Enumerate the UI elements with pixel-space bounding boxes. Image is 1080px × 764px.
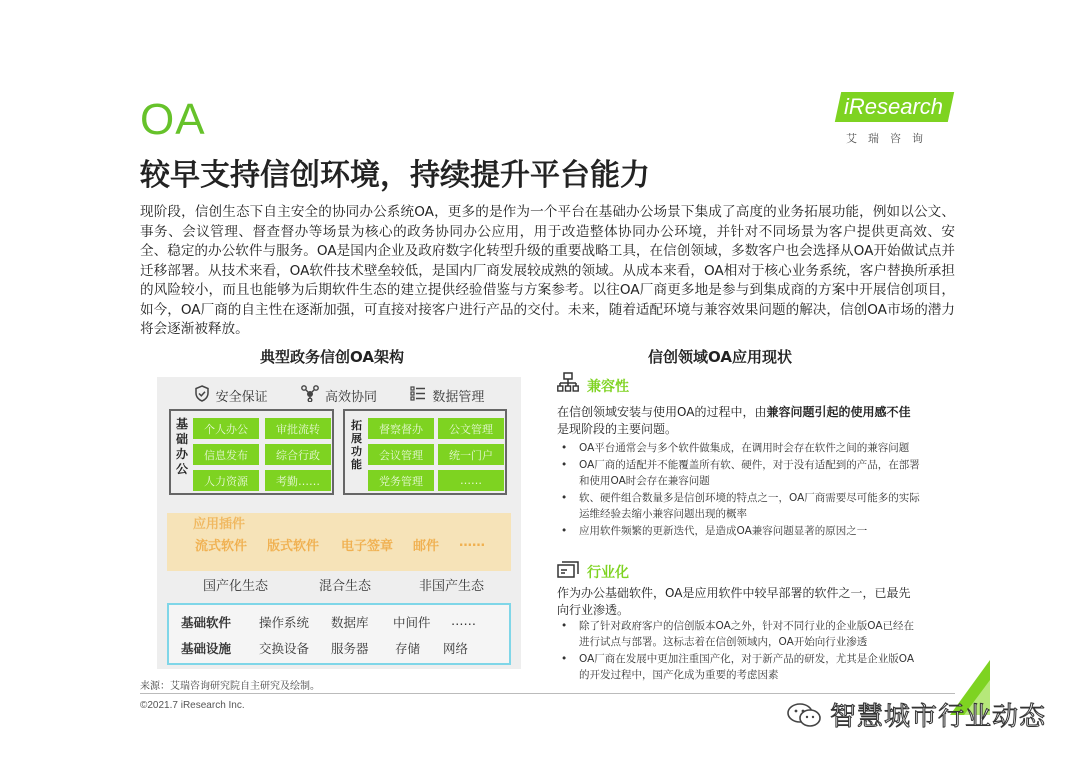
plugins-title: 应用插件 — [193, 517, 246, 532]
list-item: • OA厂商的适配并不能覆盖所有软、硬件，对于没有适配到的产品，在部署和使用OA时会存在兼容问题 — [557, 457, 922, 489]
source-note: 来源：艾瑞咨询研究院自主研究及绘制。 — [140, 681, 320, 692]
plugin-layout: 版式软件 — [267, 539, 320, 554]
iresearch-logo — [838, 92, 948, 146]
extension-label: 拓展功能 — [351, 419, 362, 471]
feature-security-label: 安全保证 — [215, 390, 268, 405]
footer-divider — [140, 693, 955, 694]
cell-more: …… — [438, 470, 504, 491]
watermark-text: 智慧城市行业动态 — [830, 702, 1047, 732]
cell-document-mgmt: 公文管理 — [438, 418, 504, 439]
list-item: • OA平台通常会与多个软件做集成，在调用时会存在软件之间的兼容问题 — [557, 440, 922, 456]
status-title: 信创领域OA应用现状 — [648, 348, 792, 366]
cell-portal: 统一门户 — [438, 444, 504, 465]
software-middleware: 中间件 — [393, 615, 431, 630]
cell-party-affairs: 党务管理 — [368, 470, 434, 491]
list-item: • 应用软件频繁的更新迭代，是造成OA兼容问题显著的原因之一 — [557, 523, 922, 539]
plugin-more: …… — [459, 535, 485, 550]
cell-approval-flow: 审批流转 — [265, 418, 331, 439]
cell-meeting-mgmt: 会议管理 — [368, 444, 434, 465]
eco-mixed: 混合生态 — [319, 579, 372, 594]
software-db: 数据库 — [331, 615, 369, 630]
cell-hr: 人力资源 — [193, 470, 259, 491]
base-software-label: 基础软件 — [181, 615, 232, 630]
plugin-streaming: 流式软件 — [195, 539, 248, 554]
shield-icon — [194, 385, 210, 406]
cell-attendance: 考勤…… — [265, 470, 331, 491]
watermark — [786, 696, 1046, 733]
list-item: • 软、硬件组合数量多是信创环境的特点之一，OA厂商需要尽可能多的实际运维经验去缩小兼容问题出现的概率 — [557, 490, 922, 522]
eco-domestic: 国产化生态 — [203, 579, 269, 594]
feature-collaboration-label: 高效协同 — [324, 390, 377, 405]
plugin-mail: 邮件 — [413, 539, 440, 554]
base-office-panel — [169, 409, 334, 495]
plugin-esign: 电子签章 — [341, 539, 394, 554]
oa-title: OA — [140, 95, 206, 144]
infra-switch: 交换设备 — [259, 641, 310, 656]
extension-panel — [343, 409, 507, 495]
industry-heading-text: 行业化 — [587, 565, 629, 581]
compat-para-post: 是现阶段的主要问题。 — [557, 422, 678, 436]
wechat-icon — [786, 702, 822, 728]
infra-network: 网络 — [443, 641, 469, 656]
feature-collaboration — [301, 385, 377, 406]
industry-list — [557, 618, 922, 684]
compat-heading — [557, 372, 629, 399]
industry-paragraph: 作为办公基础软件，OA是应用软件中较早部署的软件之一，已最先向行业渗透。 — [557, 586, 911, 617]
collaboration-icon — [301, 385, 319, 406]
intro-paragraph: 现阶段，信创生态下自主安全的协同办公系统OA，更多的是作为一个平台在基础办公场景下集成了高度的业务拓展功能，例如以公文、事务、会议管理、督查督办等场景为核心的政务协同办公应用，用于改造整体协同办公环境，并针对不同场景为客户提供更高效、安全、稳定的办公软件与服务。OA是国内企业及政府数字化转型升级的重要战略工具，在信创领域，多数客户也会选择从OA开始做试点并迁移部署。从技术来看，OA软件技术壁垒较低，是国内厂商发展较成熟的领域。从成本来看，OA相对于核心业务系统，客户替换所承担的风险较小，而且也能够为后期软件生态的建立提供经验借鉴与方案参考。以往OA厂商更多地是参与到集成商的方案中开展信创项目，如今，OA厂商的自主性在逐渐加强，可直接对接客户进行产品的交付。未来，随着适配环境与兼容效果问题的解决，信创OA市场的潜力将会逐渐被释放。 — [140, 204, 955, 337]
compat-heading-text: 兼容性 — [587, 378, 629, 395]
list-item: • OA厂商在发展中更加注重国产化，对于新产品的研发，尤其是企业版OA的开发过程中，国产化成为重要的考虑因素 — [557, 651, 922, 683]
architecture-title: 典型政务信创OA架构 — [260, 348, 404, 366]
base-layer — [167, 603, 511, 665]
compat-paragraph — [557, 404, 922, 438]
card-icon — [557, 560, 579, 584]
software-more: …… — [451, 613, 476, 628]
cell-supervision: 督察督办 — [368, 418, 434, 439]
compat-para-bold: 兼容问题引起的使用感不佳 — [766, 405, 911, 419]
feature-data — [410, 385, 484, 406]
infra-server: 服务器 — [331, 641, 369, 656]
top-features — [157, 385, 521, 406]
network-icon — [557, 372, 579, 399]
cell-info-publish: 信息发布 — [193, 444, 259, 465]
page-title: 较早支持信创环境，持续提升平台能力 — [140, 158, 650, 193]
logo-text: iResearch — [844, 94, 944, 119]
list-item: • 除了针对政府客户的信创版本OA之外，针对不同行业的企业版OA已经在进行试点与部署。这标志着在信创领域内，OA开始向行业渗透 — [557, 618, 922, 650]
base-office-label: 基础办公 — [175, 417, 188, 476]
compat-list — [557, 440, 922, 540]
architecture-diagram — [157, 377, 521, 669]
software-os: 操作系统 — [259, 615, 310, 630]
eco-foreign: 非国产生态 — [419, 579, 485, 594]
copyright: ©2021.7 iResearch Inc. — [140, 700, 245, 711]
feature-data-label: 数据管理 — [432, 390, 485, 405]
cell-admin: 综合行政 — [265, 444, 331, 465]
infra-storage: 存储 — [395, 641, 421, 656]
compat-para-pre: 在信创领域安装与使用OA的过程中，由 — [557, 405, 767, 419]
logo-subtitle: 艾瑞咨询 — [846, 132, 934, 145]
data-list-icon — [410, 386, 426, 405]
feature-security — [194, 385, 268, 406]
cell-personal-office: 个人办公 — [193, 418, 259, 439]
plugins-panel — [167, 513, 511, 571]
industry-heading — [557, 560, 629, 584]
base-infra-label: 基础设施 — [181, 641, 232, 656]
